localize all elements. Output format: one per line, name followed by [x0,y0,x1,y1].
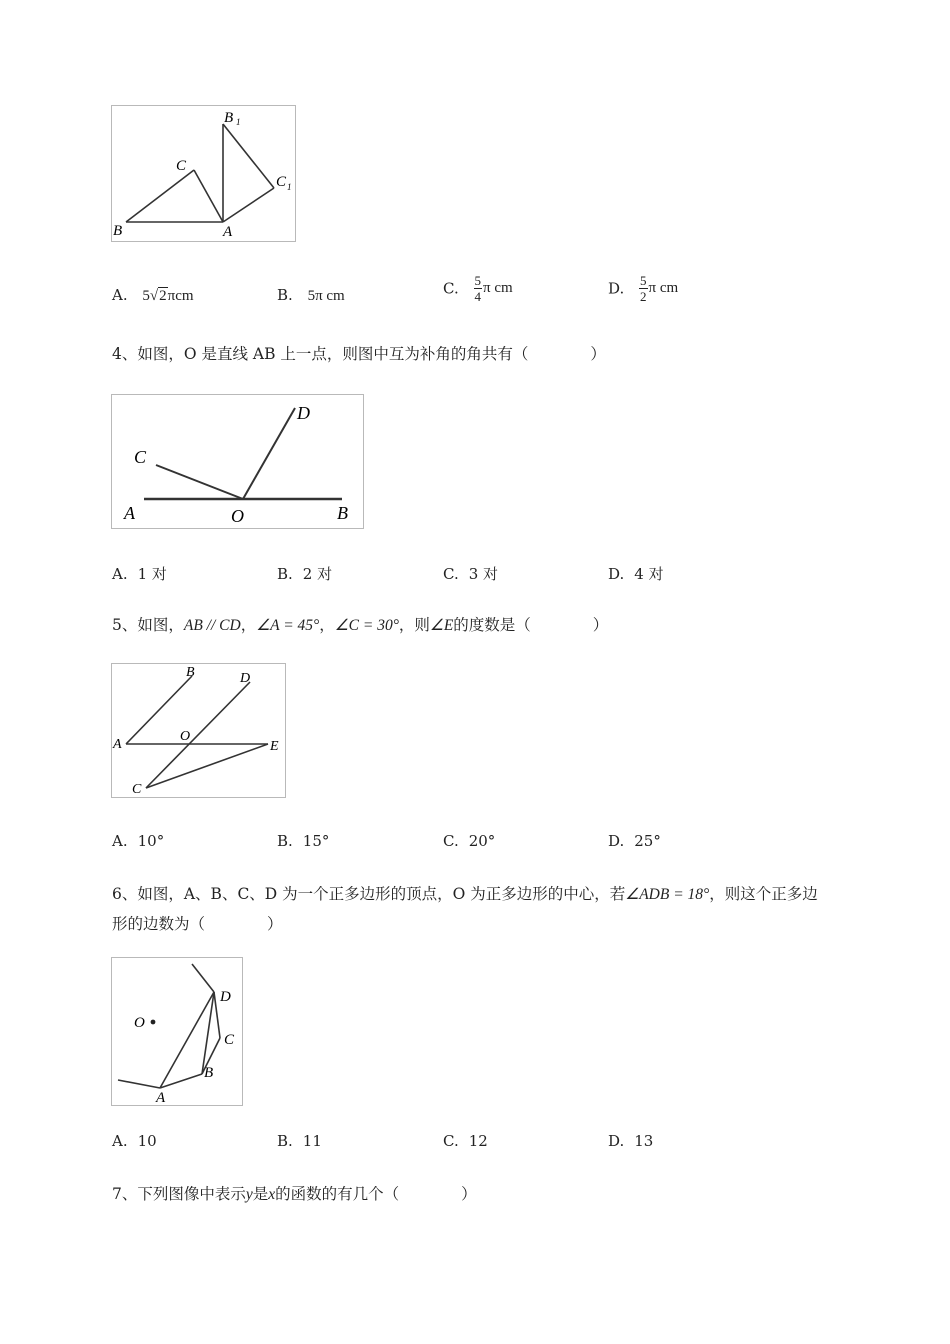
q3-option-b[interactable] [277,286,345,305]
q5-label-c: C [132,782,142,797]
q5-option-c-value: 20° [468,832,496,850]
q5-option-a-value: 10° [137,832,165,850]
q3-option-d-num: 5 [640,273,647,288]
q5-option-c[interactable] [443,832,495,850]
q5-text [112,613,608,635]
q5-condition-angle-c: ∠C = 30° [334,617,399,634]
q5-option-b-letter: B. [277,832,293,850]
q6-condition: ∠ADB = 18° [625,886,710,903]
q4-option-c-value: 3 对 [468,565,499,583]
q4-option-c-letter: C. [443,565,459,583]
q3-option-c-den: 4 [474,289,481,304]
q6-line-1-suffix: ，则这个正多边 [709,885,818,903]
q5-target-angle: ∠E [429,617,454,634]
q3-option-c-fraction [474,273,483,304]
q4-label-c: C [134,447,147,467]
q3-option-a-letter: A. [112,286,128,304]
q3-option-d-letter: D. [608,279,625,298]
q5-sep-2: ， [319,616,335,634]
q3-option-d-unit: π cm [648,280,679,296]
q3-option-c-letter: C. [443,279,459,298]
q5-prefix: 5、如图， [112,616,184,634]
q6-line-1 [112,882,818,904]
q4-option-c[interactable] [443,563,498,584]
q6-label-b: B [204,1065,214,1081]
q6-option-d[interactable] [608,1132,653,1150]
q3-label-a: A [223,224,233,240]
q5-option-c-letter: C. [443,832,459,850]
q6-label-c: C [224,1032,235,1048]
q3-option-a-unit: πcm [167,288,194,304]
q5-label-d: D [240,671,251,686]
q3-label-b1-sub: 1 [236,117,241,127]
q5-option-d-letter: D. [608,832,625,850]
q7-var-y: y [245,1186,253,1203]
q4-option-b-value: 2 对 [302,565,333,583]
q6-line-2: 形的边数为（ ） [112,915,283,933]
q6-label-o: O [134,1015,145,1031]
q5-figure [111,663,286,798]
q6-option-c-value: 12 [468,1132,488,1150]
q6-label-a: A [156,1090,166,1105]
q6-option-b-value: 11 [302,1132,322,1150]
q4-label-d: D [297,403,310,423]
q5-label-e: E [270,739,279,754]
q5-option-d-value: 25° [634,832,661,850]
q4-figure-svg [112,395,363,528]
q4-label-b: B [337,503,348,523]
q4-option-b[interactable] [277,563,332,584]
q3-option-d-den: 2 [640,289,647,304]
q4-label-o: O [231,506,244,526]
q5-suffix: 的度数是（ ） [453,616,609,634]
q3-option-a[interactable]: A. 5√2πcm [112,286,194,304]
q7-var-x: x [268,1186,276,1203]
q6-option-b-letter: B. [277,1132,293,1150]
q5-option-b-value: 15° [302,832,330,850]
q3-option-a-coef: 5 [142,288,150,304]
q3-option-d-fraction [639,273,648,304]
q6-figure-svg [112,958,242,1105]
q4-figure [111,394,364,529]
q5-option-b[interactable] [277,832,329,850]
q6-option-c-letter: C. [443,1132,459,1150]
q3-label-c1-sub: 1 [287,182,292,192]
q6-figure [111,957,243,1106]
q4-option-d-value: 4 对 [634,565,664,583]
q4-option-a-letter: A. [112,565,128,583]
q6-option-d-value: 13 [634,1132,654,1150]
q6-option-a[interactable] [112,1132,157,1150]
q4-text: 4、如图，O 是直线 AB 上一点，则图中互为补角的角共有（ ） [112,345,606,363]
q5-label-o: O [180,729,191,744]
q4-label-a: A [124,503,135,523]
q3-option-d[interactable] [608,273,678,304]
q6-option-b[interactable] [277,1132,322,1150]
q5-condition-parallel: AB // CD [183,617,241,634]
q7-text [112,1182,477,1204]
q6-label-d: D [220,989,231,1005]
q3-option-c-unit: π cm [483,280,513,296]
q5-condition-angle-a: ∠A = 45° [256,617,320,634]
q6-option-a-letter: A. [112,1132,128,1150]
q6-option-d-letter: D. [608,1132,625,1150]
q5-sep-1: ， [240,616,257,634]
q6-option-a-value: 10 [137,1132,157,1150]
q3-label-b: B [113,223,123,239]
q5-label-a: A [113,737,122,752]
q7-mid: 是 [252,1185,269,1203]
q3-option-c[interactable] [443,273,513,304]
q5-option-a[interactable] [112,832,164,850]
q3-option-c-num: 5 [474,273,481,288]
q3-label-b1: B [224,110,234,126]
q4-option-a-value: 1 对 [137,565,167,583]
q4-option-d[interactable] [608,563,664,584]
q5-option-d[interactable] [608,832,661,850]
q4-option-b-letter: B. [277,565,293,583]
q5-label-b: B [186,665,195,680]
q6-option-c[interactable] [443,1132,488,1150]
q4-option-a[interactable] [112,563,167,584]
q6-line-1-prefix: 6、如图，A、B、C、D 为一个正多边形的顶点，O 为正多边形的中心，若 [112,885,626,903]
q7-prefix: 7、下列图像中表示 [112,1185,246,1203]
q5-option-a-letter: A. [112,832,128,850]
q4-option-d-letter: D. [608,565,625,583]
q5-figure-svg [112,664,285,797]
q5-mid: ，则 [398,616,430,634]
q3-label-c1: C [276,174,287,190]
q3-label-c: C [176,158,187,174]
q7-suffix: 的函数的有几个（ ） [275,1185,477,1203]
q3-figure [111,105,296,242]
q3-option-a-root: 2 [159,288,167,304]
q3-option-b-letter: B. [277,286,293,304]
q3-option-b-value: 5π cm [307,288,345,304]
q3-figure-svg [112,106,295,241]
